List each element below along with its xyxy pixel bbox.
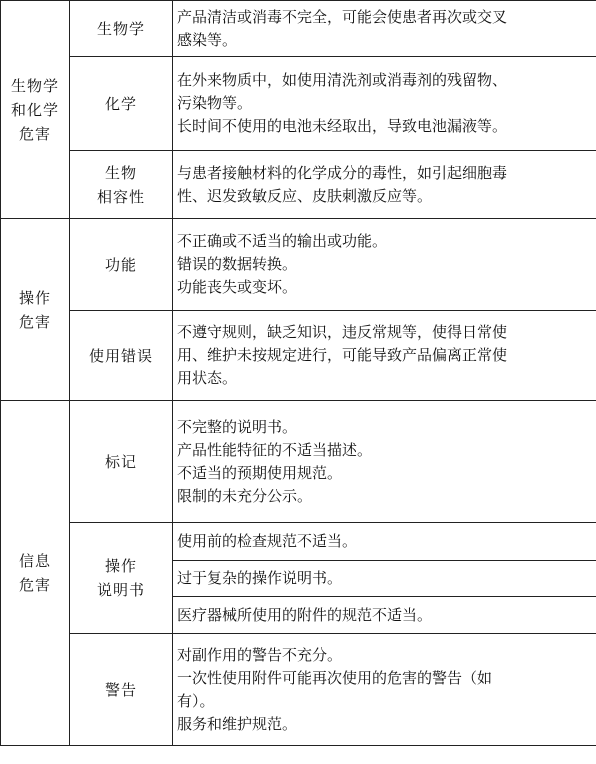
description-line: 与患者接触材料的化学成分的毒性，如引起细胞毒 [177,163,508,182]
subcategory-cell [70,401,173,523]
table-row [1,634,596,746]
category-text: 操作 [18,288,51,307]
table-row [1,219,596,311]
description-cell [173,1,596,57]
subcategory-text: 操作 [104,557,137,575]
table-row [1,1,596,57]
description-line: 一次性使用附件可能再次使用的危害的警告（如 [177,668,493,687]
description-line: 产品性能特征的不适当描述。 [177,440,373,459]
description-line: 不完整的说明书。 [177,417,298,436]
subcategory-cell [70,311,173,401]
subcategory-text: 说明书 [96,581,145,599]
category-text: 生物学 [10,76,59,95]
subcategory-cell [70,634,173,746]
description-line: 产品清洁或消毒不完全，可能会使患者再次或交叉 [177,7,508,26]
description-line: 功能丧失或变坏。 [177,278,298,296]
subcategory-cell [70,151,173,219]
description-line: 性、迟发致敏反应、皮肤刺激反应等。 [177,186,433,205]
description-cell [173,523,596,561]
table-row [1,523,596,561]
description-line: 感染等。 [177,30,238,49]
subcategory-text: 使用错误 [88,346,153,365]
category-text: 危害 [18,312,51,331]
description-line: 用状态。 [177,369,238,387]
description-line: 服务和维护规范。 [177,714,298,733]
subcategory-cell [70,57,173,151]
subcategory-text: 标记 [104,452,137,471]
subcategory-cell [70,219,173,311]
category-cell-operation [1,219,70,401]
description-line: 过于复杂的操作说明书。 [177,569,343,587]
subcategory-text: 化学 [104,94,137,113]
subcategory-text: 生物学 [96,19,145,38]
category-cell-information [1,401,70,746]
description-line: 有）。 [177,691,215,710]
description-cell [173,401,596,523]
description-line: 使用前的检查规范不适当。 [177,532,358,550]
subcategory-text: 相容性 [96,187,145,206]
description-cell [173,634,596,746]
description-line: 污染物等。 [177,94,253,112]
subcategory-cell [70,1,173,57]
category-text: 危害 [18,576,51,594]
description-line: 不适当的预期使用规范。 [177,463,343,482]
description-line: 在外来物质中，如使用清洗剂或消毒剂的残留物、 [177,71,508,89]
table-row [1,57,596,151]
description-line: 医疗器械所使用的附件的规范不适当。 [177,605,433,624]
subcategory-text: 功能 [104,255,137,274]
category-text: 信息 [18,552,51,570]
table-row [1,311,596,401]
description-cell [173,311,596,401]
description-line: 不遵守规则，缺乏知识，违反常规等，使得日常使 [177,323,508,341]
description-line: 用、维护未按规定进行，可能导致产品偏离正常使 [177,346,508,364]
category-text: 危害 [18,124,51,143]
subcategory-cell [70,523,173,634]
description-line: 对副作用的警告不充分。 [177,645,343,664]
description-cell [173,597,596,634]
description-line: 不正确或不适当的输出或功能。 [177,232,388,250]
description-line: 限制的未充分公示。 [177,486,313,505]
table-row [1,151,596,219]
description-cell [173,151,596,219]
description-cell [173,57,596,151]
description-cell [173,219,596,311]
description-line: 长时间不使用的电池未经取出，导致电池漏液等。 [177,117,508,135]
description-cell [173,561,596,597]
subcategory-text: 警告 [104,680,137,699]
description-line: 错误的数据转换。 [177,255,298,273]
category-cell-bio-chem [1,1,70,219]
table-row [1,401,596,523]
category-text: 和化学 [10,100,59,119]
subcategory-text: 生物 [104,163,137,182]
